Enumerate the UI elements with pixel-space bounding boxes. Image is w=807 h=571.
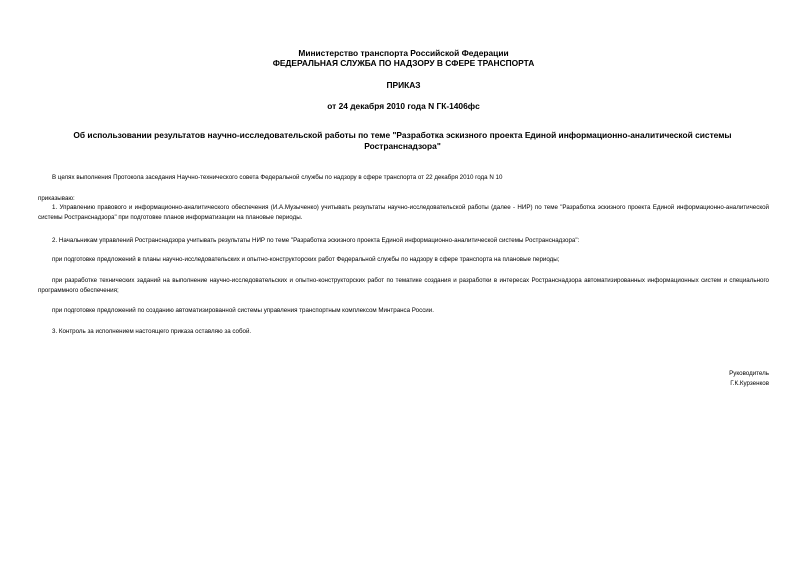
order-word: приказываю: — [38, 195, 75, 202]
intro-paragraph: В целях выполнения Протокола заседания Научно-технического совета Федеральной службы по надзору в сфере транспорта от 22 декабря 2010 года N 10 — [52, 174, 503, 181]
item-2-subitem-b: при разработке технических заданий на выполнение научно-исследовательских и опытно-конструкторских работ по тематике создания и разработки в интересах Ространснадзора автоматизированных информационных систем и специального программного обеспечения; — [38, 277, 769, 294]
service-name: ФЕДЕРАЛЬНАЯ СЛУЖБА ПО НАДЗОРУ В СФЕРЕ ТРАНСПОРТА — [272, 58, 535, 68]
item-2-subitem-c: при подготовке предложений по созданию автоматизированной системы управления транспортным комплексом Минтранса России. — [52, 307, 434, 314]
item-2-subitem-a: при подготовке предложений в планы научно-исследовательских и опытно-конструкторских работ Федеральной службы по надзору в сфере транспорта на плановые периоды; — [52, 256, 560, 263]
signature-name: Г.К.Курзенков — [730, 380, 769, 387]
item-2: 2. Начальникам управлений Ространснадзора учитывать результаты НИР по теме "Разработка эскизного проекта Единой информационно-аналитической системы Ространснадзора": — [52, 237, 580, 244]
document-type: ПРИКАЗ — [386, 80, 421, 90]
signature-position: Руководитель — [729, 370, 769, 377]
item-3: 3. Контроль за исполнением настоящего приказа оставляю за собой. — [52, 328, 252, 335]
document-date-number: от 24 декабря 2010 года N ГК-1406фс — [327, 101, 480, 111]
document-title: Об использовании результатов научно-исследовательской работы по теме "Разработка эскизного проекта Единой информационно-аналитической системы Ространснадзора" — [73, 130, 732, 151]
ministry-name: Министерство транспорта Российской Федерации — [298, 48, 509, 58]
item-1: 1. Управлению правового и информационно-аналитического обеспечения (И.А.Музыченко) учитывать результаты научно-исследовательской работы (далее - НИР) по теме "Разработка эскизного проекта Единой информационно-аналитической системы Ространснадзора" при подготовке планов информатизации на плановые периоды. — [38, 204, 769, 221]
